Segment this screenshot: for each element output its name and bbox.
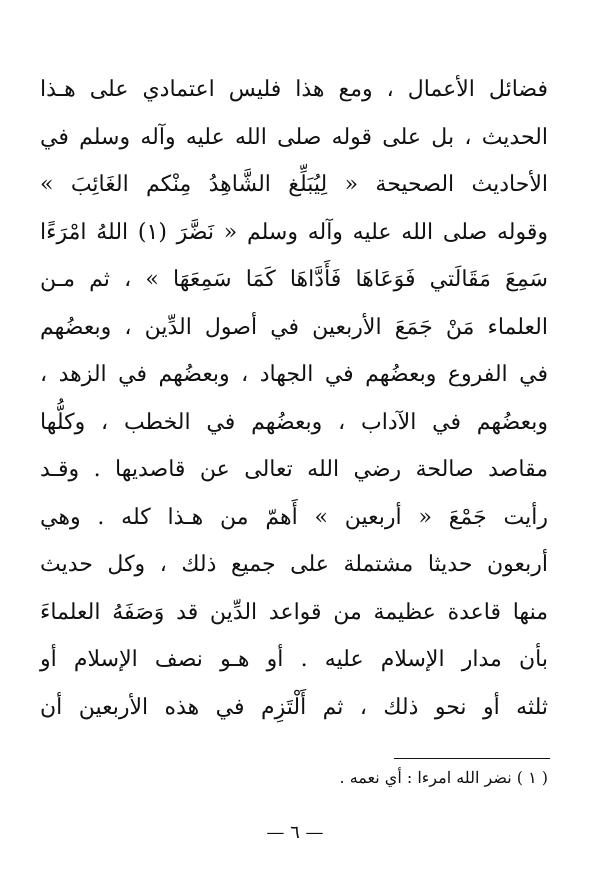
text-line: سَمِعَ مَقَالَتي فَوَعَاهَا فَأَدَّاهَا كَمَا سَمِعَهَا » ، ثم مـن: [40, 267, 548, 292]
footnote-divider: [394, 758, 550, 759]
text-line: رأيت جَمْعَ « أربعين » أَهمّ من هـذا كله . وهي: [40, 504, 548, 530]
text-line: منها قاعدة عظيمة من قواعد الدِّين قد وَصَفَهُ العلماءَ: [40, 599, 548, 625]
text-line: في الفروع وبعضُهم في الجهاد ، وبعضُهم في الزهد ،: [40, 362, 548, 387]
text-line: بأن مدار الإسلام عليه . أو هـو نصف الإسلام أو: [40, 647, 548, 672]
text-line: فضائل الأعمال ، ومع هذا فليس اعتمادي على هـذا: [40, 77, 548, 102]
text-line: ثلثه أو نحو ذلك ، ثم أَلْتَزِم في هذه الأربعين أن: [40, 694, 548, 720]
body-text: [40, 66, 548, 731]
text-line: الحديث ، بل على قوله صلى الله عليه وآله وسلم في: [40, 124, 548, 150]
footnote: ( ١ ) نضر الله امرءا : أي نعمه .: [339, 768, 548, 787]
page-number: — ٦ —: [266, 822, 324, 843]
text-line: الأحاديث الصحيحة « لِيُبَلِّغ الشَّاهِدُ مِنْكم الغَائِبَ »: [40, 172, 548, 197]
text-line: مقاصد صالحة رضي الله تعالى عن قاصديها . وقـد: [40, 457, 548, 482]
text-line: أربعون حديثا مشتملة على جميع ذلك ، وكل حديث: [40, 552, 548, 577]
text-line: وقوله صلى الله عليه وآله وسلم « نَضَّرَ (١) اللهُ امْرَءًا: [40, 219, 548, 245]
text-line: وبعضُهم في الآداب ، وبعضُهم في الخطب ، وكلُّها: [40, 409, 548, 435]
text-line: العلماء مَنْ جَمَعَ الأربعين في أصول الدِّين ، وبعضُهم: [40, 314, 548, 340]
